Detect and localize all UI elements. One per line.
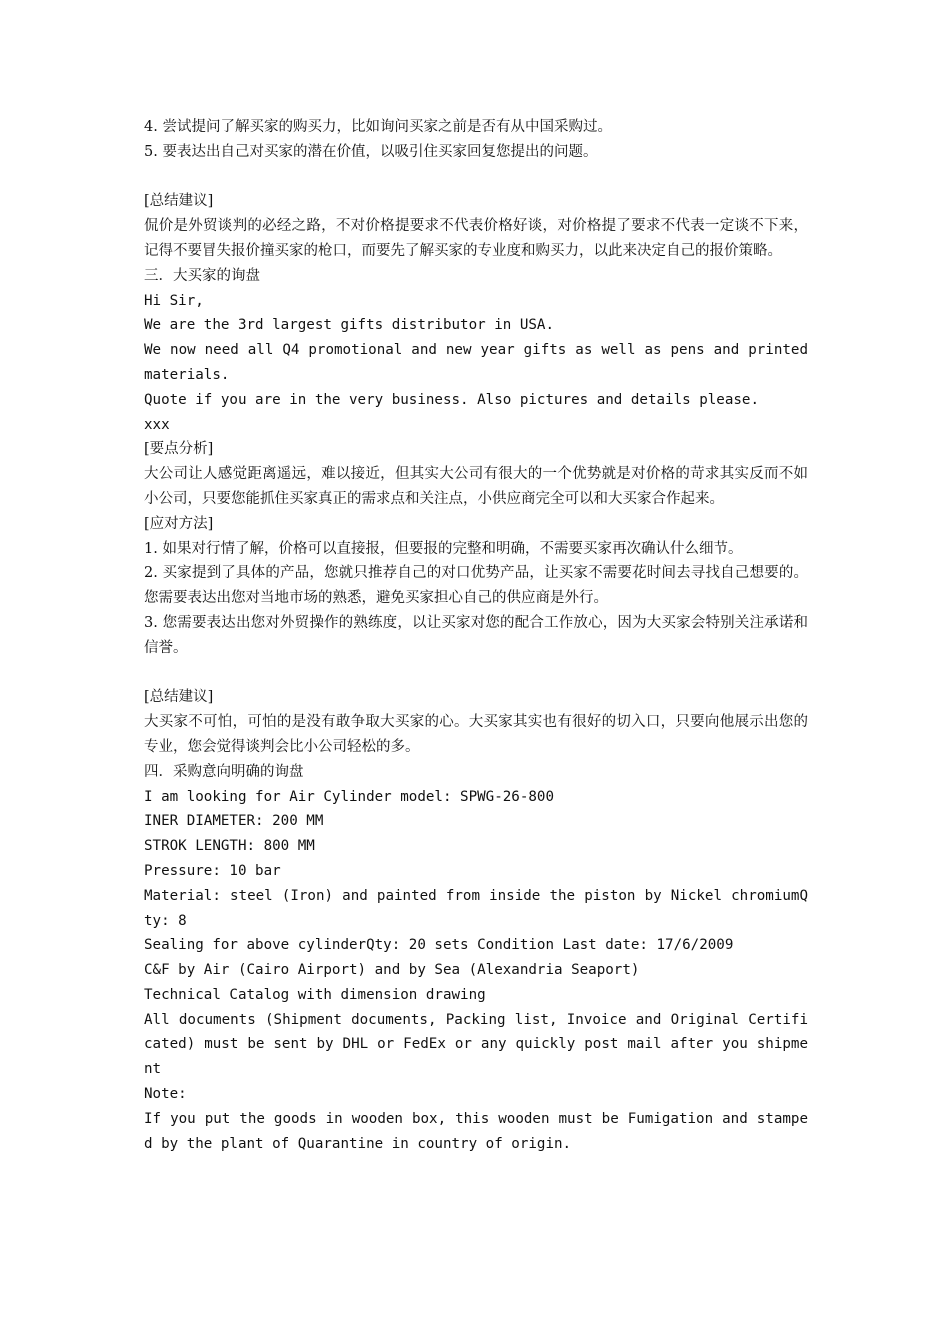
section-label-summary: [总结建议] (144, 689, 214, 706)
inquiry-line: Technical Catalog with dimension drawing (144, 986, 486, 1003)
inquiry-line: We now need all Q4 promotional and new year gifts as well as pens and printed materials. (144, 342, 808, 383)
inquiry-line: Quote if you are in the very business. Also pictures and details please. (144, 391, 759, 408)
document-body (144, 115, 808, 1156)
inquiry-line: Hi Sir, (144, 292, 204, 309)
section-heading-4: 四．采购意向明确的询盘 (144, 763, 304, 780)
inquiry-line: Material: steel (Iron) and painted from inside the piston by Nickel chromiumQty: 8 (144, 887, 808, 929)
blank-line (144, 661, 808, 686)
section-label-method: [应对方法] (144, 515, 214, 532)
list-item-1: 1. 如果对行情了解，价格可以直接报，但要报的完整和明确，不需要买家再次确认什么细节。 (144, 540, 743, 557)
blank-line (144, 165, 808, 190)
inquiry-note-label: Note: (144, 1086, 187, 1103)
section-label-analysis: [要点分析] (144, 441, 214, 458)
list-item-3: 3. 您需要表达出您对外贸操作的熟练度，以让买家对您的配合工作放心，因为大买家会特别关注承诺和信誉。 (144, 614, 808, 656)
inquiry-line: I am looking for Air Cylinder model: SPWG-26-800 (144, 788, 554, 805)
inquiry-note: If you put the goods in wooden box, this wooden must be Fumigation and stamped by the plant of Quarantine in country of origin. (144, 1110, 808, 1152)
list-item-2: 2. 买家提到了具体的产品，您就只推荐自己的对口优势产品，让买家不需要花时间去寻找自己想要的。您需要表达出您对当地市场的熟悉，避免买家担心自己的供应商是外行。 (144, 565, 808, 607)
paragraph-analysis: 大公司让人感觉距离遥远，难以接近，但其实大公司有很大的一个优势就是对价格的苛求其实反而不如小公司，只要您能抓住买家真正的需求点和关注点，小供应商完全可以和大买家合作起来。 (144, 466, 808, 507)
inquiry-line: Pressure: 10 bar (144, 862, 281, 879)
paragraph-summary: 侃价是外贸谈判的必经之路，不对价格提要求不代表价格好谈，对价格提了要求不代表一定谈不下来，记得不要冒失报价撞买家的枪口，而要先了解买家的专业度和购买力，以此来决定自己的报价策略。 (144, 218, 808, 259)
inquiry-line: INER DIAMETER: 200 MM (144, 813, 324, 830)
list-item-5: 5. 要表达出自己对买家的潜在价值，以吸引住买家回复您提出的问题。 (144, 143, 598, 160)
section-label-summary: [总结建议] (144, 193, 214, 210)
inquiry-line: We are the 3rd largest gifts distributor in USA. (144, 317, 554, 334)
inquiry-line: All documents (Shipment documents, Packing list, Invoice and Original Certificated) must be sent by DHL or FedEx or any quickly post mail after you shipment (144, 1011, 808, 1078)
inquiry-line: Sealing for above cylinderQty: 20 sets Condition Last date: 17/6/2009 (144, 937, 734, 954)
inquiry-line: STROK LENGTH: 800 MM (144, 838, 315, 855)
paragraph-summary: 大买家不可怕，可怕的是没有敢争取大买家的心。大买家其实也有很好的切入口，只要向他展示出您的专业，您会觉得谈判会比小公司轻松的多。 (144, 714, 808, 755)
inquiry-signature: xxx (144, 416, 170, 433)
inquiry-line: C&F by Air (Cairo Airport) and by Sea (Alexandria Seaport) (144, 962, 640, 979)
section-heading-3: 三．大买家的询盘 (144, 267, 260, 284)
list-item-4: 4. 尝试提问了解买家的购买力，比如询问买家之前是否有从中国采购过。 (144, 119, 612, 135)
